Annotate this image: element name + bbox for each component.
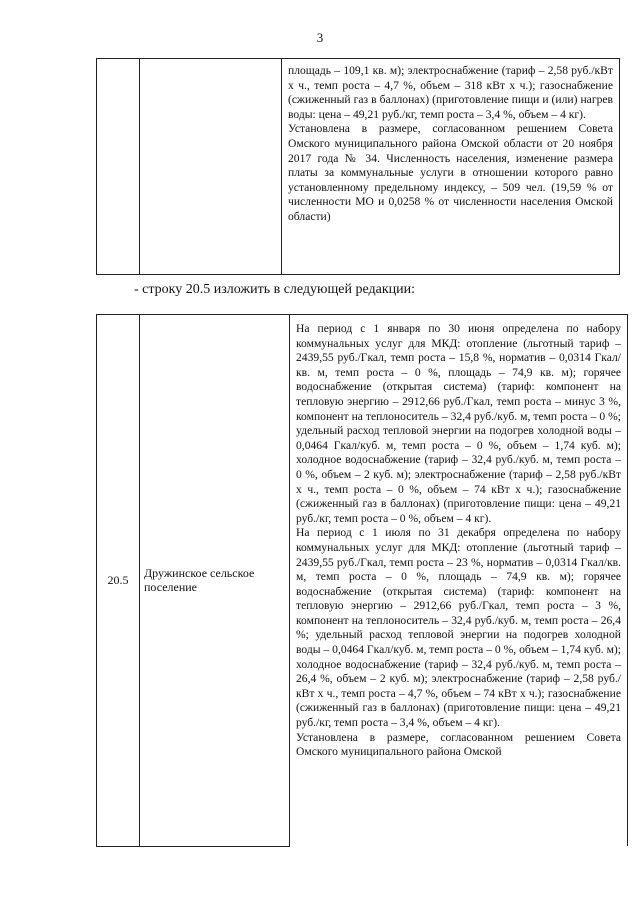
- description-paragraph: Установлена в размере, согласованном решением Совета Омского муниципального района Омской: [296, 730, 621, 759]
- row-number-cell: [97, 59, 140, 275]
- settlement-name-cell: [140, 59, 282, 275]
- description-paragraph: Установлена в размере, согласованном решением Совета Омского муниципального района Омской области от 20 ноября 2017 года № 34. Численность населения, изменение размера платы за коммунальные услуги в отношении которого равно установленному предельному индексу, – 509 чел. (19,59 % от численности МО и 0,0258 % от численности населения Омской области): [288, 122, 613, 223]
- table-row: [97, 315, 628, 847]
- continued-table: [96, 58, 620, 275]
- description-paragraph: площадь – 109,1 кв. м); электроснабжение (тариф – 2,58 руб./кВт х ч., темп роста – 4,7 %, объем – 318 кВт х ч.); газоснабжение (сжиженный газ в баллонах) (приготовление пищи и (или) нагрев воды: цена – 49,21 руб./кг, темп роста – 3,4 %, объем – 4 кг).: [288, 64, 613, 121]
- description-cell: [290, 315, 628, 847]
- table-row: [97, 59, 620, 275]
- description-cell: [282, 59, 620, 275]
- settlement-name-cell: Дружинское сельское поселение: [140, 315, 290, 847]
- row-number-cell: 20.5: [97, 315, 140, 847]
- amended-row-table: [96, 314, 628, 847]
- page-number: 3: [316, 30, 324, 45]
- amendment-instruction: - строку 20.5 изложить в следующей редакции:: [134, 282, 416, 297]
- description-paragraph: На период с 1 января по 30 июня определена по набору коммунальных услуг для МКД: отопление (льготный тариф – 2439,55 руб./Гкал, темп роста – 15,8 %, норматив – 0,0314 Гкал/кв. м, темп роста – 0 %, площадь – 74,9 кв. м); горячее водоснабжение (открытая система) (тариф: компонент на тепловую энергию – 2912,66 руб./Гкал, темп роста – минус 3 %, компонент на теплоноситель – 32,4 руб./куб. м, темп роста – 0 %; удельный расход тепловой энергии на подогрев холодной воды – 0,0464 Гкал/куб. м, темп роста – 0 %, объем – 1,74 куб. м); холодное водоснабжение (тариф – 32,4 руб./куб. м, темп роста – 0 %, объем – 2 куб. м); электроснабжение (тариф – 2,58 руб./кВт х ч., темп роста – 0 %, объем – 74 кВт х ч.); газоснабжение (сжиженный газ в баллонах) (приготовление пищи: цена – 49,21 руб./кг, темп роста – 0 %, объем – 4 кг).: [296, 322, 621, 525]
- description-paragraph: На период с 1 июля по 31 декабря определена по набору коммунальных услуг для МКД: отопление (льготный тариф – 2439,55 руб./Гкал, темп роста – 23 %, норматив – 0,0314 Гкал/кв. м, темп роста – 0 %, площадь – 74,9 кв. м); горячее водоснабжение (открытая система) (тариф: компонент на тепловую энергию – 2912,66 руб./Гкал, темп роста – 3 %, компонент на теплоноситель – 32,4 руб./куб. м, темп роста – 26,4 %; удельный расход тепловой энергии на подогрев холодной воды – 0,0464 Гкал/куб. м, темп роста – 0 %, объем – 1,74 куб. м); холодное водоснабжение (тариф – 32,4 руб./куб. м, темп роста – 26,4 %, объем – 2 куб. м); электроснабжение (тариф – 2,58 руб./кВт х ч., темп роста – 4,7 %, объем – 74 кВт х ч.); газоснабжение (сжиженный газ в баллонах) (приготовление пищи: цена – 49,21 руб./кг, темп роста – 3,4 %, объем – 4 кг).: [296, 526, 621, 730]
